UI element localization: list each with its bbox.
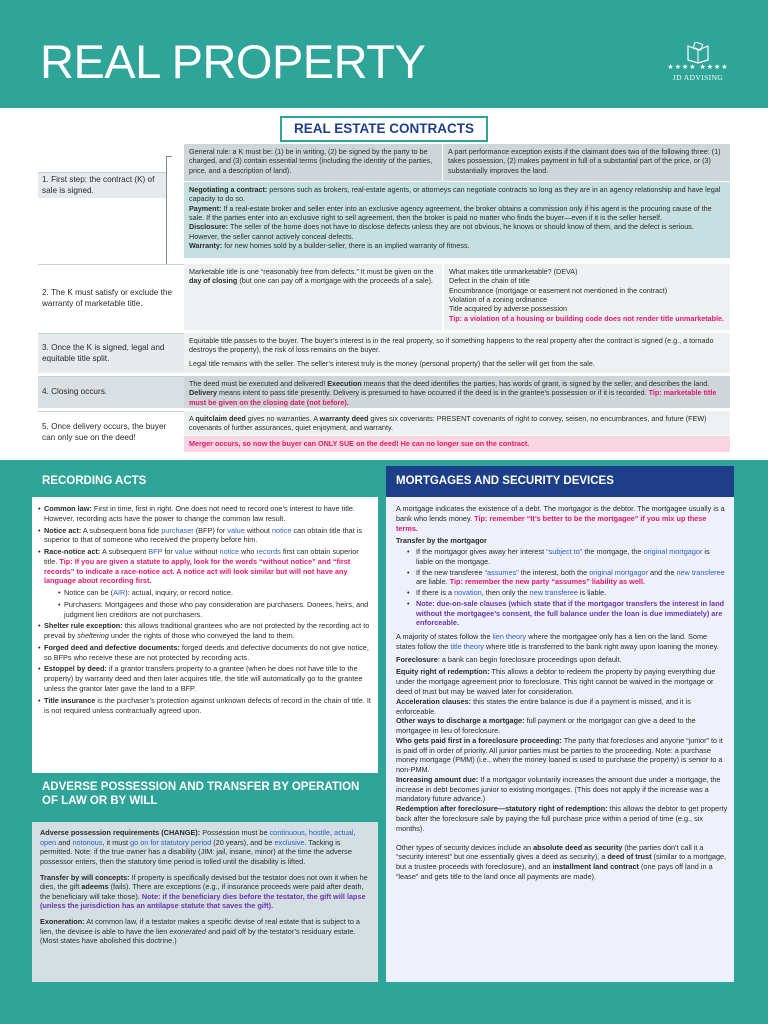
list-item: • Purchasers: Mortgagees and those who pay consideration are purchasers. Donees, heirs, and judgment lien creditors are not purchasers. xyxy=(58,600,374,620)
step-1-label: 1. First step: the contract (K) of sale is signed. xyxy=(38,172,166,198)
step-5-label: 5. Once delivery occurs, the buyer can only sue on the deed! xyxy=(38,411,184,453)
list-item: • Notice can be (AIR): actual, inquiry, or record notice. xyxy=(58,588,374,598)
list-item: • If the mortgagor gives away her interest “subject to” the mortgage, the original mortgagor is liable on the mortgage. xyxy=(396,547,728,567)
adverse-possession-title: ADVERSE POSSESSION AND TRANSFER BY OPERATION OF LAW OR BY WILL xyxy=(32,773,378,822)
logo-text: JD ADVISING xyxy=(672,73,724,82)
list-item: • Race-notice act: A subsequent BFP for value without notice who records first can obtain superior title. Tip: If you are given a statute to apply, look for the words “without notice” and “first records” to indicate a race-notice act. A notice act will look similar but will not have any language about recording first. • Notice can be (AIR): actual, inquiry, or record notice. • Purchasers: Mortgagees and those who pay consideration are purchasers. Donees, heirs, and judgment lien creditors are not purchasers. xyxy=(38,547,374,619)
list-item: • Common law: First in time, first in right. One does not need to record one’s interest to have title. However, recording acts have the power to change the common law result. xyxy=(38,504,374,524)
mortgages-title: MORTGAGES AND SECURITY DEVICES xyxy=(386,466,734,497)
contracts-title: REAL ESTATE CONTRACTS xyxy=(280,116,488,142)
step-3-label: 3. Once the K is signed, legal and equitable title split. xyxy=(38,333,184,373)
page-title: REAL PROPERTY xyxy=(40,35,426,88)
list-item: • Shelter rule exception: this allows traditional grantees who are not protected by the recording act to prevail by sheltering under the rights of those who conveyed the land to them. xyxy=(38,621,374,641)
merger-box: Merger occurs, so now the buyer can ONLY SUE on the deed! He can no longer sue on the contract. xyxy=(184,436,730,452)
deva-item: Defect in the chain of title xyxy=(449,276,530,286)
step-2-label: 2. The K must satisfy or exclude the warranty of marketable title. xyxy=(38,264,184,332)
page-header xyxy=(0,0,768,108)
list-item: • If the new transferee “assumes” the interest, both the original mortgagor and the new transferee are liable. Tip: remember the new party “assumes” liability as well. xyxy=(396,568,728,588)
closing-box: The deed must be executed and delivered! Execution means that the deed identifies the parties, has words of grant, is signed by the seller, and describes the land. Delivery means intent to pass title presently. Delivery is presumed to have occurred if the deed is in the grantee’s possession or if it is recorded. Tip: marketable title must be given on the closing date (not before). xyxy=(184,376,730,408)
real-estate-contracts-section xyxy=(0,108,768,460)
step-4-label: 4. Closing occurs. xyxy=(38,376,184,408)
transfer-list xyxy=(396,547,728,628)
list-item: • Title insurance is the purchaser’s protection against unknown defects of record in the chain of title. It is not required unless contractually agreed upon. xyxy=(38,696,374,716)
list-item: • If there is a novation, then only the new transferee is liable. xyxy=(396,588,728,598)
list-item: • Notice act: A subsequent bona fide purchaser (BFP) for value without notice can obtain title that is superior to that of someone who received the property before him. xyxy=(38,526,374,546)
recording-acts-title: RECORDING ACTS xyxy=(32,466,378,497)
deeds-box: A quitclaim deed gives no warranties. A warranty deed gives six covenants: PRESENT covenants of right to convey, seisen, no encumbrances, and future (FEW) covenants of further assurances, quiet enjoyment, and warranty. xyxy=(184,411,730,435)
adverse-possession-body: Adverse possession requirements (CHANGE): Possession must be continuous, hostile, actual, open and notorious, it must go on for statutory period (20 years), and be exclusive. Tacking is permitted. Note: if the true owner has a disability (JIM: jail, insane, minor) at the time the adverse possessor enters, then the statutory time period is tolled until the disability is lifted. Transfer by will concepts: If property is specifically devised but the testator does not own it when he dies, the gift adeems (fails). There are exceptions (e.g., if insurance proceeds were paid after death, the beneficiary will take those). Note: if the beneficiary dies before the testator, the gift will lapse (unless the jurisdiction has an antilapse statute that saves the gift). Exoneration: At common law, if a testator makes a specific devise of real estate that is subject to a lien, the devisee is able to have the lien exonerated and paid off by the testator’s residuary estate. (Most states have abolished this doctrine.) xyxy=(32,822,378,982)
recording-acts-list xyxy=(38,504,374,717)
negotiating-box: Negotiating a contract: persons such as brokers, real-estate agents, or attorneys can negotiate contracts so long as they are in an agency relationship and have legal capacity to do so. Payment: If a real-estate broker and seller enter into an exclusive agency agreement, the broker obtains a commission only if his agent is the procuring cause of the sale. If the parties enter into an exclusive right to sell agreement, then the broker is paid no matter who finds the buyer—even if it is the seller herself. Disclosure: The seller of the home does not have to disclose defects unless they are not obvious, he knows or should know of them, and the defect is serious. However, the seller cannot actively conceal defects. Warranty: for new homes sold by a builder-seller, there is an implied warranty of fitness. xyxy=(184,182,730,258)
deva-item: Violation of a zoning ordinance xyxy=(449,295,548,305)
title-split-box: Equitable title passes to the buyer. The buyer’s interest is in the real property, so if something happens to the real property after the contract is signed (e.g., a tornado destroys the property), the risk of loss remains on the buyer. Legal title remains with the seller. The seller’s interest truly is the money (personal property) that the seller will get from the sale. xyxy=(184,333,730,373)
deva-item: Title acquired by adverse possession xyxy=(449,304,567,314)
deva-tip: Tip: a violation of a housing or building code does not render title unmarketable. xyxy=(449,313,725,323)
general-rule-box: General rule: a K must be: (1) be in writing, (2) be signed by the party to be charged, and (3) contain essential terms (including the identity of the parties, price, and a description of land). xyxy=(184,144,442,181)
list-item: • Forged deed and defective documents: forged deeds and defective documents do not give notice, so BFPs who receive these are not protected by recording acts. xyxy=(38,643,374,663)
mortgages-body: A mortgage indicates the existence of a debt. The mortgagor is the debtor. The mortgagee usually is a bank who lends money. Tip: remember “It’s better to be the mortgagee” if you mix up these terms. Transfer by the mortgagor • If the mortgagor gives away her interest “subject to” the mortgage, the original mortgagor is liable on the mortgage. • If the new transferee “assumes” the interest, both the original mortgagor and the new transferee are liable. Tip: remember the new party “assumes” liability as well. • If there is a novation, then only the new transferee is liable. • Note: due-on-sale clauses (which state that if the mortgagor transfers the interest in land without the mortgagee’s consent, the full balance under the loan is due immediately) are enforceable. A majority of states follow the lien theory where the mortgagee only has a lien on the land. Some states follow the title theory where title is transferred to the bank right away upon loaning the money. Foreclosure: a bank can begin foreclosure proceedings upon default. Equity right of redemption: This allows a debtor to redeem the property by paying everything due under the mortgage agreement prior to foreclosure. This right cannot be waived in the mortgage or deed of trust but may be waived later for consideration. Acceleration clauses: this states the entire balance is due if a payment is missed, and it is enforceable. Other ways to discharge a mortgage: full payment or the mortgagor can give a deed to the mortgagee in lieu of foreclosure. Who gets paid first in a foreclosure proceeding: The party that forecloses and anyone “junior” to it is paid off in order of priority. All junior parties must be parties to the proceeding. Note: a purchase money mortgage (PMM) (i.e., when the money loaned is used to purchase the property) is senior to a non-PMM. Increasing amount due: If a mortgagor voluntarily increases the amount due under a mortgage, the increase in debt becomes junior to existing mortgages. (This does not apply if the increase was a mandatory future advance.) Redemption after foreclosure—statutory right of redemption: this allows the debtor to get property back after the foreclosure sale by paying the full purchase price within a period of time (e.g., six months). Other types of security devices include an absolute deed as security (the parties don’t call it a “security interest” but one essentially gives a deed as security), a deed of trust (similar to a mortgage, but a trustee proceeds with foreclosure), and an installment land contract (one pays off land in a “lease” and gets title to the land once all payments are made). xyxy=(396,504,728,885)
jd-advising-logo xyxy=(666,42,730,98)
marketable-title-box: Marketable title is one “reasonably free from defects.” It must be given on the day of closing (but one can pay off a mortgage with the proceeds of a sale). xyxy=(184,264,442,330)
book-icon xyxy=(685,42,711,64)
list-item: • Estoppel by deed: if a grantor transfers property to a grantee (when he does not have title to the property) by warranty deed and then later acquires title, the title will automatically go to the grantee unless the grantor later gave the land to a BFP. xyxy=(38,664,374,693)
deva-box: What makes title unmarketable? (DEVA) Defect in the chain of title Encumbrance (mortgage or easement not mentioned in the contract) Violation of a zoning ordinance Title acquired by adverse possession Tip: a violation of a housing or building code does not render title unmarketable. xyxy=(444,264,730,330)
part-performance-box: A part performance exception exists if the claimant does two of the following three: (1) takes possession, (2) makes payment in full of a substantial part of the price, or (3) substantially improves the land. xyxy=(442,144,730,181)
logo-stars: ★★★★ ★★★★ xyxy=(667,64,729,71)
list-item: • Note: due-on-sale clauses (which state that if the mortgagor transfers the interest in land without the mortgagee’s consent, the full balance under the loan is due immediately) are enforceable. xyxy=(396,599,728,628)
deva-item: Encumbrance (mortgage or easement not mentioned in the contract) xyxy=(449,285,668,295)
